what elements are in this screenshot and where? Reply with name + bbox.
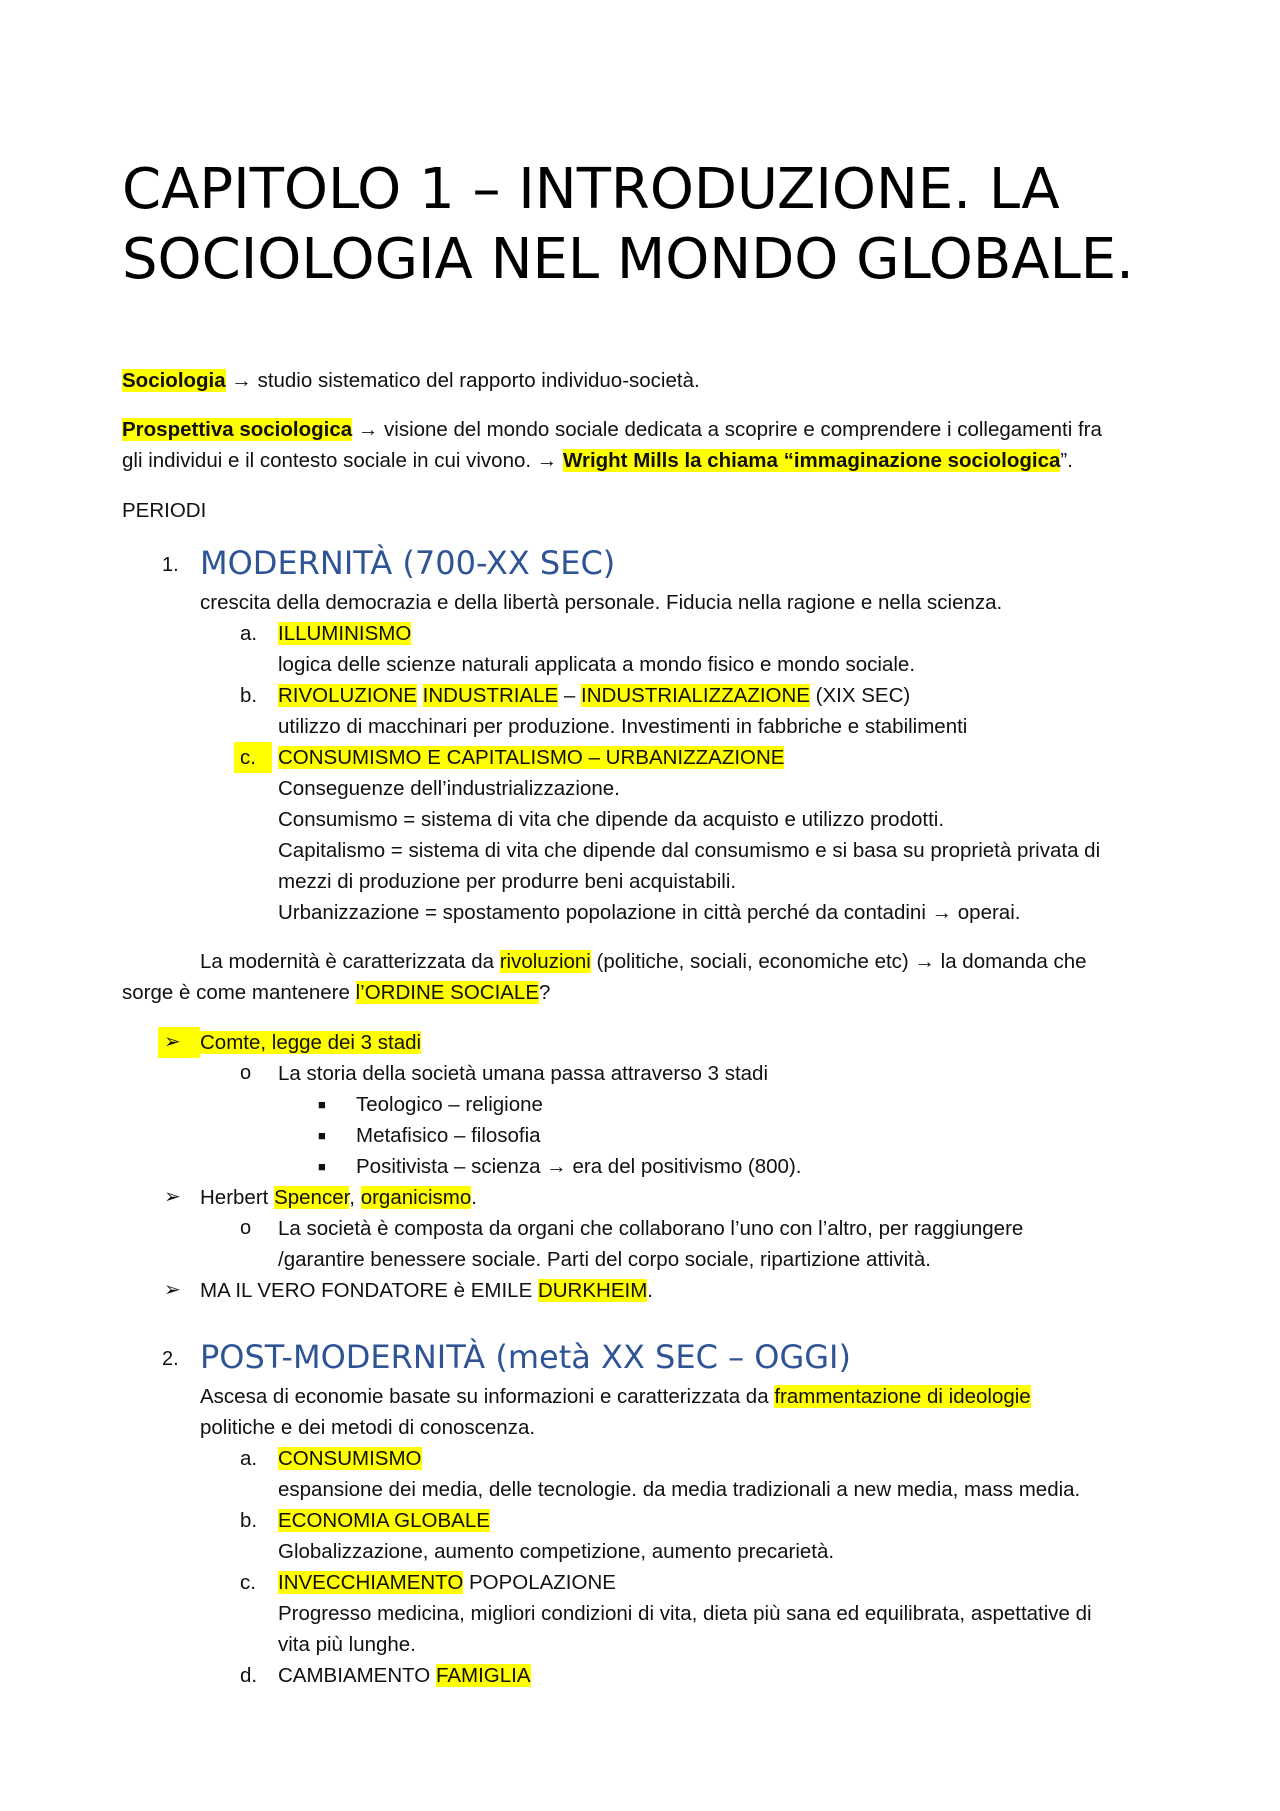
section-intro-line1: Ascesa di economie basate su informazioni e caratterizzata da frammentazione di ideologie xyxy=(200,1385,1031,1408)
list-item-text: Capitalismo = sistema di vita che dipende dal consumismo e si basa su proprietà privata di xyxy=(278,839,1101,862)
section-heading-modernita: MODERNITÀ (700-XX SEC) xyxy=(200,544,616,582)
list-item-text: espansione dei media, delle tecnologie. da media tradizionali a new media, mass media. xyxy=(278,1478,1081,1501)
sub-bullet-text: La storia della società umana passa attraverso 3 stadi xyxy=(278,1062,768,1085)
list-item-famiglia: CAMBIAMENTO FAMIGLIA xyxy=(278,1664,531,1687)
sub-bullet-text: La società è composta da organi che collaborano l’uno con l’altro, per raggiungere xyxy=(278,1217,1024,1240)
definition-sociologia: Sociologia → studio sistematico del rapporto individuo-società. xyxy=(122,369,700,392)
list-item-text: Urbanizzazione = spostamento popolazione in città perché da contadini → operai. xyxy=(278,901,1021,924)
list-item-text: logica delle scienze naturali applicata a mondo fisico e mondo sociale. xyxy=(278,653,916,676)
sub-bullet-text: /garantire benessere sociale. Parti del corpo sociale, ripartizione attività. xyxy=(278,1248,931,1271)
list-item-text: Conseguenze dell’industrializzazione. xyxy=(278,777,620,800)
section-heading-post-modernita: POST-MODERNITÀ (metà XX SEC – OGGI) xyxy=(200,1338,851,1376)
section-intro: crescita della democrazia e della libertà personale. Fiducia nella ragione e nella scienza. xyxy=(200,591,1003,614)
list-item-text: Progresso medicina, migliori condizioni di vita, dieta più sana ed equilibrata, aspettative di xyxy=(278,1602,1092,1625)
definition-prospettiva-line2: gli individui e il contesto sociale in cui vivono. → Wright Mills la chiama “immaginazione sociologica”. xyxy=(122,449,1073,472)
list-letter: a. xyxy=(240,1447,258,1470)
section-number: 2. xyxy=(162,1348,179,1370)
list-item-text: mezzi di produzione per produrre beni acquistabili. xyxy=(278,870,737,893)
circle-bullet-icon: o xyxy=(240,1217,252,1239)
square-bullet-icon: ■ xyxy=(318,1097,326,1112)
section-number: 1. xyxy=(162,554,179,576)
paragraph-line2: sorge è come mantenere l’ORDINE SOCIALE? xyxy=(122,981,551,1004)
square-bullet-icon: ■ xyxy=(318,1128,326,1143)
arrow-bullet-icon: ➢ xyxy=(158,1027,200,1058)
list-letter: b. xyxy=(240,684,258,707)
section-intro-line2: politiche e dei metodi di conoscenza. xyxy=(200,1416,536,1439)
circle-bullet-icon: o xyxy=(240,1062,252,1084)
list-letter: c. xyxy=(240,1571,256,1594)
square-bullet-icon: ■ xyxy=(318,1159,326,1174)
chapter-title: CAPITOLO 1 – INTRODUZIONE. LA SOCIOLOGIA NEL MONDO GLOBALE. xyxy=(122,157,1134,292)
section-label-periodi: PERIODI xyxy=(122,499,207,522)
list-item-consumismo: CONSUMISMO E CAPITALISMO – URBANIZZAZIONE xyxy=(278,746,785,769)
list-item-text: utilizzo di macchinari per produzione. Investimenti in fabbriche e stabilimenti xyxy=(278,715,968,738)
list-item-illuminismo: ILLUMINISMO xyxy=(278,622,412,645)
list-item-economia: ECONOMIA GLOBALE xyxy=(278,1509,490,1532)
stadio-item: Positivista – scienza → era del positivismo (800). xyxy=(356,1155,802,1178)
bullet-comte: Comte, legge dei 3 stadi xyxy=(200,1031,422,1054)
stadio-item: Metafisico – filosofia xyxy=(356,1124,541,1147)
stadio-item: Teologico – religione xyxy=(356,1093,543,1116)
bullet-durkheim: MA IL VERO FONDATORE è EMILE DURKHEIM. xyxy=(200,1279,653,1302)
list-letter: a. xyxy=(240,622,258,645)
list-item-consumismo: CONSUMISMO xyxy=(278,1447,422,1470)
paragraph-line1: La modernità è caratterizzata da rivoluzioni (politiche, sociali, economiche etc) → la domanda che xyxy=(200,950,1087,973)
list-item-rivoluzione: RIVOLUZIONE INDUSTRIALE – INDUSTRIALIZZAZIONE (XIX SEC) xyxy=(278,684,911,707)
list-item-invecchiamento: INVECCHIAMENTO POPOLAZIONE xyxy=(278,1571,616,1594)
list-letter: d. xyxy=(240,1664,258,1687)
definition-prospettiva-line1: Prospettiva sociologica → visione del mondo sociale dedicata a scoprire e comprendere i collegamenti fra xyxy=(122,418,1102,441)
list-item-text: Globalizzazione, aumento competizione, aumento precarietà. xyxy=(278,1540,835,1563)
list-item-text: Consumismo = sistema di vita che dipende da acquisto e utilizzo prodotti. xyxy=(278,808,945,831)
bullet-spencer: Herbert Spencer, organicismo. xyxy=(200,1186,477,1209)
list-letter: c. xyxy=(234,742,272,773)
arrow-bullet-icon: ➢ xyxy=(164,1186,181,1208)
arrow-bullet-icon: ➢ xyxy=(164,1279,181,1301)
list-letter: b. xyxy=(240,1509,258,1532)
list-item-text: vita più lunghe. xyxy=(278,1633,416,1656)
